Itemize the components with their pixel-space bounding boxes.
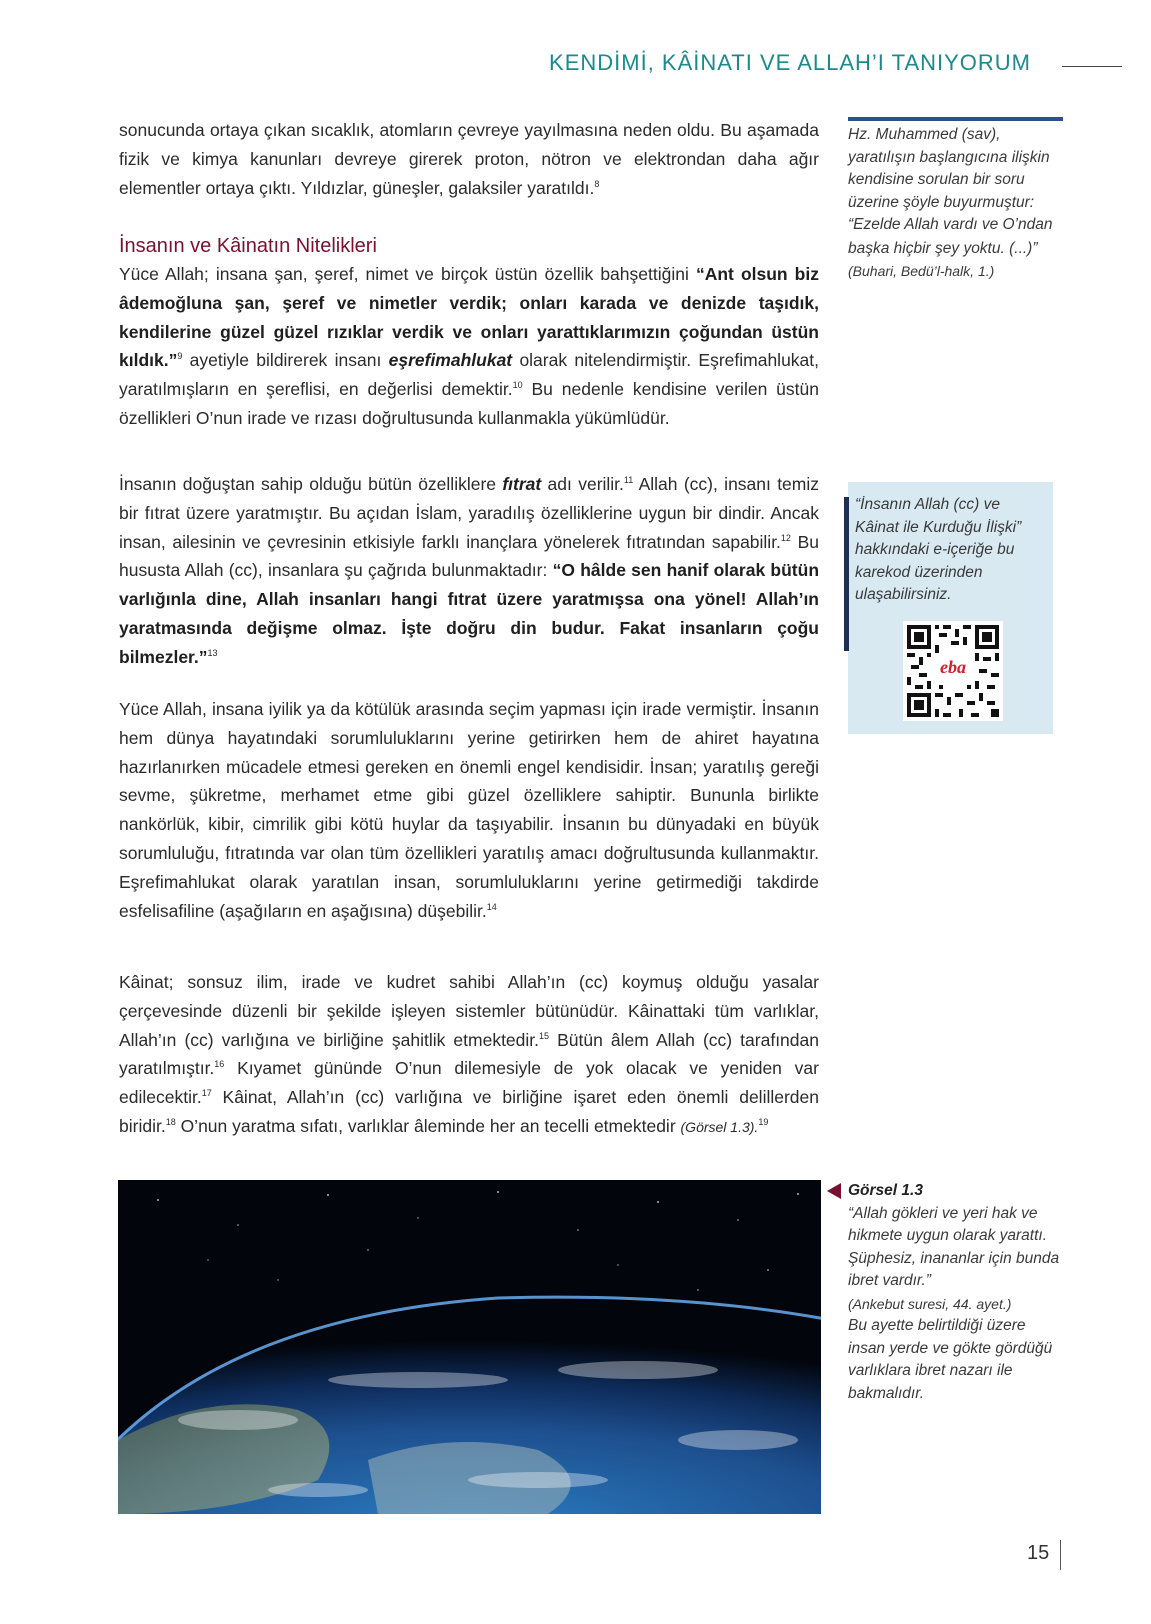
e-content-text: “İnsanın Allah (cc) ve Kâinat ile Kurduğu İlişki” hakkındaki e-içeriğe bu karekod üzerinden ulaşabilirsiniz. <box>855 496 1022 603</box>
section-heading: İnsanın ve Kâinatın Nitelikleri <box>119 235 377 257</box>
footnote-ref: 10 <box>512 380 523 391</box>
key-term: eşrefimahlukat <box>388 350 513 371</box>
paragraph-fitrat: İnsanın doğuştan sahip olduğu bütün özelliklere fıtrat adı verilir.$^{11}$ Allah (cc), insanı temiz bir fıtrat üzere yaratmıştır. Bu açıdan İslam, yaradılış özelliklerine uygun bir dindir. Ancak insan, ailesinin ve çevresinin etkisiyle farklı inançlara yönelerek fıtratından sapabilir.$^{12}$ Bu hususta Allah (cc), insanlara şu çağrıda bulunmaktadır: “O hâlde sen hanif olarak bütün varlığınla dine, Allah insanları hangi fıtrat üzere yaratmışsa ona yönel! Allah’ın yaratmasında değişme olmaz. İşte doğru din budur. Fakat insanların çoğu bilmezler.”$^{13}$ <box>119 474 820 667</box>
figure-source: (Ankebut suresi, 44. ayet.) <box>848 1295 1012 1312</box>
earth-from-space-image <box>118 1180 821 1514</box>
footnote-ref: 8 <box>594 178 600 189</box>
footnote-ref: 12 <box>780 532 791 543</box>
figure-reference: (Görsel 1.3). <box>680 1118 759 1135</box>
footnote-ref: 19 <box>758 1116 769 1127</box>
paragraph-irade: Yüce Allah, insana iyilik ya da kötülük arasında seçim yapması için irade vermiştir. İnsanın hem dünya hayatındaki sorumluluklarını yerine getirirken hem de ahiret hayatına hazırlanırken mücadele etmesi gereken en önemli engel kendisidir. İnsan; yaratılış gereği sevme, şükretme, merhamet etme gibi güzel özelliklere sahiptir. Bununla birlikte nankörlük, kibir, cimrilik gibi kötü huylar da taşıyabilir. İnsanın bu dünyadaki en büyük sorumluluğu, fıtratında var olan tüm özellikleri yaratılış amacı doğrultusunda kullanmaktır. Eşrefimahlukat olarak yaratılan insan, sorumluluklarını yerine getirmediği takdirde esfelisafiline (aşağıların en aşağısına) düşebilir.$^{14}$ <box>119 699 819 921</box>
page-number-rule <box>1060 1540 1061 1570</box>
hadith-sidenote: Hz. Muhammed (sav), yaratılışın başlangıcına ilişkin kendisine sorulan bir soru üzerine şöyle buyurmuştur: “Ezelde Allah vardı ve O’ndan başka hiçbir şey yoktu. (...)” (Buhari, Bedü’l-halk, 1.) <box>848 126 1053 279</box>
footnote-ref: 9 <box>177 351 183 362</box>
footnote-ref: 11 <box>623 475 634 485</box>
footnote-ref: 17 <box>201 1088 212 1099</box>
footnote-ref: 18 <box>165 1116 176 1127</box>
page-number: 15 <box>1027 1542 1050 1564</box>
footnote-ref: 13 <box>207 647 218 658</box>
intro-paragraph: sonucunda ortaya çıkan sıcaklık, atomların çevreye yayılmasına neden oldu. Bu aşamada fizik ve kimya kanunları devreye girerek proton, nötron ve elektrondan daha ağır elementler ortaya çıktı. Yıldızlar, güneşler, galaksiler yaratıldı.$^8$ <box>119 120 819 198</box>
footnote-ref: 15 <box>539 1030 550 1041</box>
footnote-ref: 16 <box>214 1059 225 1070</box>
e-content-accent-bar <box>844 497 849 651</box>
footnote-ref: 14 <box>486 901 497 912</box>
chapter-title: KENDİMİ, KÂİNATI VE ALLAH’I TANIYORUM <box>549 50 1031 75</box>
qr-code[interactable] <box>903 621 1003 721</box>
paragraph-kainat: Kâinat; sonsuz ilim, irade ve kudret sahibi Allah’ın (cc) koymuş olduğu yasalar çerçevesinde düzenli bir şekilde işleyen sistemler bütünüdür. Kâinattaki tüm varlıklar, Allah’ın (cc) varlığına ve birliğine şahitlik etmektedir.$^{15}$ Bütün âlem Allah (cc) tarafından yaratılmıştır.$^{16}$ Kıyamet gününde O’nun dilemesiyle de yok olacak ve yeniden var edilecektir.$^{17}$ Kâinat, Allah’ın (cc) varlığına ve birliğine işaret eden önemli delillerden biridir.$^{18}$ O’nun yaratma sıfatı, varlıklar âleminde her an tecelli etmektedir (Görsel 1.3).$^{19}$ <box>119 972 819 1136</box>
eba-logo: eba <box>940 657 966 677</box>
figure-quote: “Allah gökleri ve yeri hak ve hikmete uygun olarak yarattı. Şüphesiz, inananlar için bunda ibret vardır.” <box>848 1204 1060 1289</box>
key-term: fıtrat <box>502 474 542 494</box>
figure-title: Görsel 1.3 <box>848 1182 923 1199</box>
earth-photo <box>118 1180 821 1514</box>
verse-quote: “O hâlde sen hanif olarak bütün varlığınla dine, Allah insanları hangi fıtrat üzere yaratmışsa ona yönel! Allah’ın yaratmasında değişme olmaz. İşte doğru din budur. Fakat insanların çoğu bilmezler.” <box>119 560 820 667</box>
figure-caption <box>848 1180 1063 1405</box>
header-rule <box>1062 66 1122 67</box>
figure-text: Bu ayette belirtildiği üzere insan yerde ve gökte gördüğü varlıklara ibret nazarı ile bakmalıdır. <box>848 1317 1053 1402</box>
caption-pointer-icon <box>827 1183 841 1199</box>
paragraph-eşrefimahlukat: Yüce Allah; insana şan, şeref, nimet ve birçok üstün özellik bahşettiğini “Ant olsun biz âdemoğluna şan, şeref ve nimetler verdik; onları karada ve denizde taşıdık, kendilerine güzel güzel rızıklar verdik ve onları yarattıklarımızın çoğundan üstün kıldık.”$^9$ ayetiyle bildirerek insanı eşrefimahlukat olarak nitelendirmiştir. Eşrefimahlukat, yaratılmışların en şereflisi, en değerlisi demektir.$^{10}$ Bu nedenle kendisine verilen üstün özellikleri O’nun irade ve rızası doğrultusunda kullanmakla yükümlüdür. <box>119 264 820 428</box>
sidenote-rule <box>848 117 1063 121</box>
verse-quote: “Ant olsun biz âdemoğluna şan, şeref ve nimetler verdik; onları karada ve denizde taşıdık, kendilerine güzel güzel rızıklar verdik ve onları yarattıklarımızın çoğundan üstün kıldık.” <box>119 264 819 371</box>
hadith-source: (Buhari, Bedü’l-halk, 1.) <box>848 263 995 279</box>
